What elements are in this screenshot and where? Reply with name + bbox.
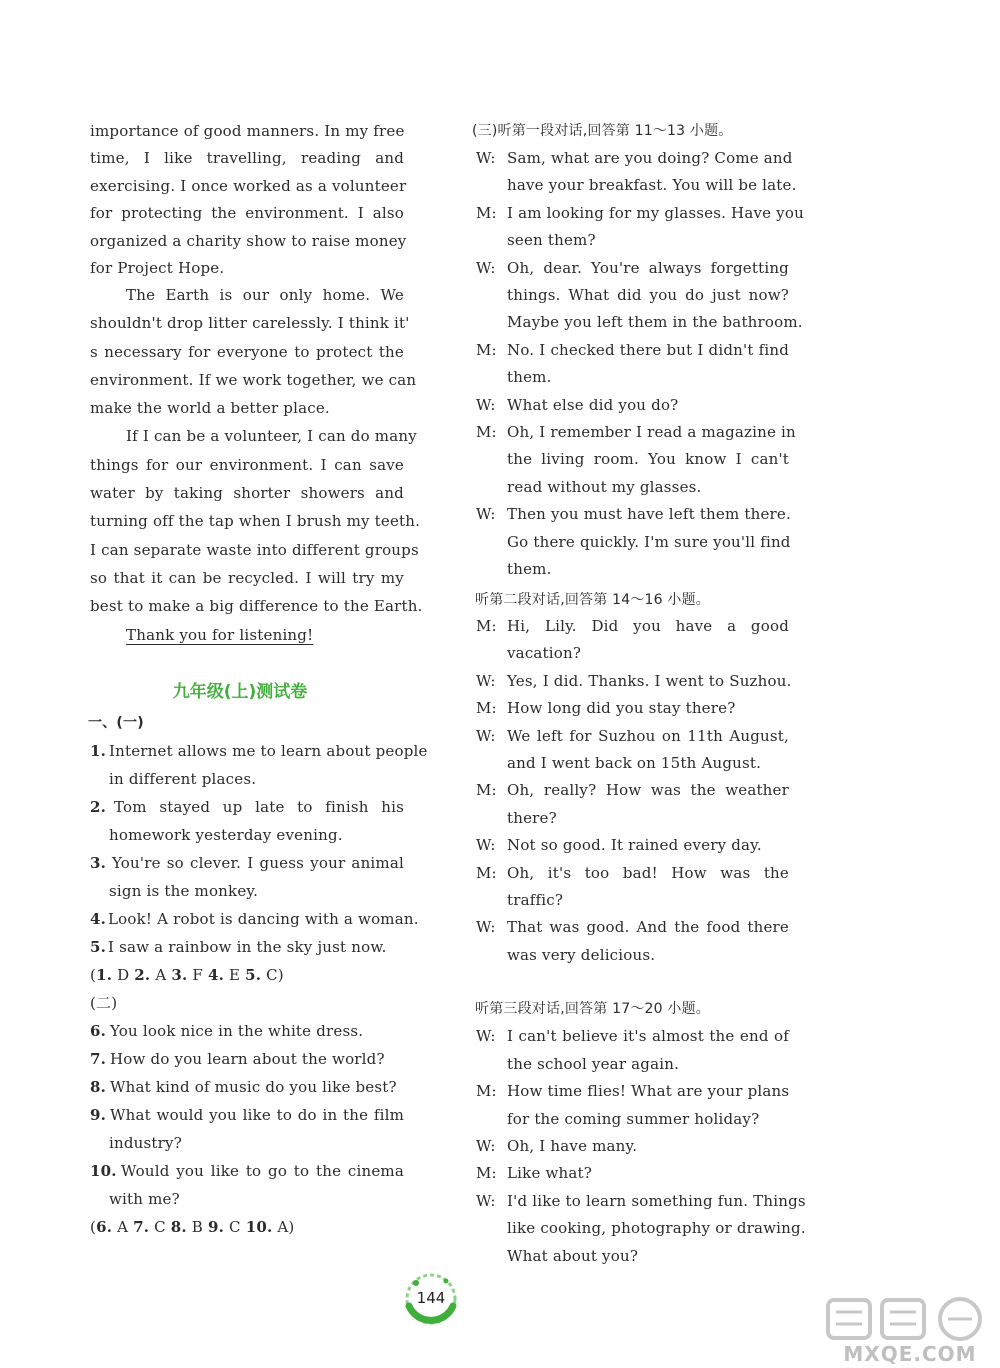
question-number: 1.	[90, 742, 107, 760]
answer-num: 10.	[245, 1218, 273, 1236]
dialogue-line: have your breakfast. You will be late.	[507, 176, 797, 194]
answer-num: 5.	[245, 966, 262, 984]
dialogue-line: Go there quickly. I'm sure you'll find	[507, 533, 791, 551]
dialogue-line: I'd like to learn something fun. Things	[507, 1192, 806, 1210]
dialogue-line: them.	[507, 368, 552, 386]
dialogue-line: for the coming summer holiday?	[507, 1110, 760, 1128]
page-number-badge	[396, 1266, 466, 1336]
question-number: 5.	[90, 938, 107, 956]
answer-key-2	[90, 1217, 294, 1237]
essay-line: s necessary for everyone to protect the	[90, 343, 404, 361]
question-text: Tom stayed up late to finish his	[114, 798, 404, 816]
answer-num: 2.	[134, 966, 151, 984]
answer-num: 8.	[170, 1218, 187, 1236]
speaker-label: M:	[476, 617, 497, 635]
essay-line: I can separate waste into different groups	[90, 541, 419, 559]
essay-line: make the world a better place.	[90, 399, 330, 417]
speaker-label: M:	[476, 699, 497, 717]
speaker-label: W:	[476, 1137, 496, 1155]
dialogue-line: What else did you do?	[507, 396, 679, 414]
dialogue-line: Then you must have left them there.	[507, 505, 791, 523]
dialogue-line: seen them?	[507, 231, 596, 249]
dialogue-line: How time flies! What are your plans	[507, 1082, 790, 1100]
speaker-label: M:	[476, 423, 497, 441]
dialogue-line: I can't believe it's almost the end of	[507, 1027, 789, 1045]
speaker-label: W:	[476, 918, 496, 936]
question-text: You look nice in the white dress.	[110, 1022, 364, 1040]
dialogue-line: That was good. And the food there	[507, 918, 789, 936]
question-number: 3.	[90, 854, 107, 872]
dialogue-line: Maybe you left them in the bathroom.	[507, 313, 803, 331]
speaker-label: M:	[476, 204, 497, 222]
answer-num: 9.	[208, 1218, 225, 1236]
dialogue-line: like cooking, photography or drawing.	[507, 1219, 806, 1237]
answer-letter: A)	[272, 1218, 295, 1236]
answer-letter: C	[224, 1218, 246, 1236]
dialogue-line: them.	[507, 560, 552, 578]
answer-num: 6.	[96, 1218, 113, 1236]
speaker-label: W:	[476, 727, 496, 745]
section-title: 九年级(上)测试卷	[172, 682, 308, 702]
answer-num: 3.	[171, 966, 188, 984]
speaker-label: W:	[476, 836, 496, 854]
speaker-label: M:	[476, 1164, 497, 1182]
question-text: I saw a rainbow in the sky just now.	[108, 938, 387, 956]
question-number: 7.	[90, 1050, 107, 1068]
essay-line: water by taking shorter showers and	[90, 484, 404, 502]
question-text: homework yesterday evening.	[109, 826, 343, 844]
dialogue-line: I am looking for my glasses. Have you	[507, 204, 804, 222]
paren: (	[90, 966, 97, 984]
dialogue-line: the living room. You know I can't	[507, 450, 789, 468]
answer-letter: D	[112, 966, 135, 984]
dialogue-line: Oh, dear. You're always forgetting	[507, 259, 789, 277]
speaker-label: M:	[476, 341, 497, 359]
dialogue-line: Sam, what are you doing? Come and	[507, 149, 793, 167]
dialogue-line: Oh, it's too bad! How was the	[507, 864, 789, 882]
dialogue-line: Oh, I remember I read a magazine in	[507, 423, 796, 441]
essay-line: importance of good manners. In my free	[90, 122, 405, 140]
question-number: 2.	[90, 798, 107, 816]
question-text: What kind of music do you like best?	[110, 1078, 397, 1096]
dialogue-line: Like what?	[507, 1164, 593, 1182]
question-number: 10.	[90, 1162, 117, 1180]
dialogue-header: (三)听第一段对话,回答第 11～13 小题。	[472, 123, 733, 139]
answer-num: 4.	[207, 966, 224, 984]
answer-letter: C)	[261, 966, 284, 984]
question-text: Would you like to go to the cinema	[121, 1162, 404, 1180]
question-number: 4.	[90, 910, 107, 928]
dialogue-line: We left for Suzhou on 11th August,	[507, 727, 789, 745]
answer-letter: F	[187, 966, 208, 984]
answer-letter: A	[150, 966, 172, 984]
answer-letter: B	[186, 1218, 209, 1236]
question-text: You're so clever. I guess your animal	[112, 854, 404, 872]
speaker-label: W:	[476, 396, 496, 414]
watermark-logo-icon	[820, 1290, 995, 1345]
question-text: What would you like to do in the film	[110, 1106, 404, 1124]
dialogue-line: Yes, I did. Thanks. I went to Suzhou.	[507, 672, 792, 690]
dialogue-line: How long did you stay there?	[507, 699, 736, 717]
essay-line: things for our environment. I can save	[90, 456, 404, 474]
dialogue-line: No. I checked there but I didn't find	[507, 341, 789, 359]
dialogue-line: Hi, Lily. Did you have a good	[507, 617, 789, 635]
answer-letter: E	[224, 966, 246, 984]
answer-letter: A	[112, 1218, 134, 1236]
answer-num: 7.	[133, 1218, 150, 1236]
question-text: How do you learn about the world?	[110, 1050, 385, 1068]
watermark	[820, 1290, 995, 1368]
speaker-label: W:	[476, 672, 496, 690]
essay-line: for protecting the environment. I also	[90, 204, 404, 222]
dialogue-line: Not so good. It rained every day.	[507, 836, 762, 854]
question-number: 9.	[90, 1106, 107, 1124]
speaker-label: W:	[476, 1192, 496, 1210]
essay-line: time, I like travelling, reading and	[90, 149, 404, 167]
dialogue-line: things. What did you do just now?	[507, 286, 789, 304]
speaker-label: M:	[476, 864, 497, 882]
question-text: in different places.	[109, 770, 257, 788]
part-label-1: 一、(一)	[88, 715, 144, 731]
dialogue-line: traffic?	[507, 891, 564, 909]
speaker-label: W:	[476, 259, 496, 277]
part-label-2: (二)	[90, 994, 118, 1012]
essay-line: The Earth is our only home. We	[126, 286, 404, 304]
page-number: 144	[416, 1289, 446, 1307]
dialogue-line: Oh, really? How was the weather	[507, 781, 789, 799]
essay-line: turning off the tap when I brush my teeth.	[90, 512, 421, 530]
dialogue-line: there?	[507, 809, 557, 827]
essay-line: If I can be a volunteer, I can do many	[126, 427, 417, 445]
answer-letter: C	[149, 1218, 171, 1236]
dialogue-line: the school year again.	[507, 1055, 680, 1073]
essay-closing: Thank you for listening!	[126, 626, 314, 644]
question-number: 6.	[90, 1022, 107, 1040]
essay-line: so that it can be recycled. I will try my	[90, 569, 404, 587]
speaker-label: M:	[476, 781, 497, 799]
question-text: with me?	[109, 1190, 180, 1208]
answer-key-1	[90, 965, 284, 985]
essay-line: shouldn't drop litter carelessly. I think it'	[90, 314, 410, 332]
answer-num: 1.	[96, 966, 113, 984]
question-text: sign is the monkey.	[109, 882, 259, 900]
question-number: 8.	[90, 1078, 107, 1096]
speaker-label: W:	[476, 1027, 496, 1045]
speaker-label: M:	[476, 1082, 497, 1100]
dialogue-header: 听第二段对话,回答第 14～16 小题。	[475, 592, 710, 608]
question-text: Look! A robot is dancing with a woman.	[108, 910, 419, 928]
dialogue-line: vacation?	[507, 644, 582, 662]
dialogue-header: 听第三段对话,回答第 17～20 小题。	[475, 1001, 710, 1017]
watermark-text: MXQE.COM	[843, 1342, 977, 1366]
dialogue-line: What about you?	[507, 1247, 639, 1265]
dialogue-line: read without my glasses.	[507, 478, 702, 496]
dialogue-line: Oh, I have many.	[507, 1137, 638, 1155]
paren: (	[90, 1218, 97, 1236]
dialogue-line: and I went back on 15th August.	[507, 754, 762, 772]
question-text: industry?	[109, 1134, 182, 1152]
speaker-label: W:	[476, 149, 496, 167]
essay-line: environment. If we work together, we can	[90, 371, 417, 389]
dialogue-line: was very delicious.	[507, 946, 656, 964]
essay-line: best to make a big difference to the Earth.	[90, 597, 423, 615]
question-text: Internet allows me to learn about people	[109, 742, 428, 760]
essay-line: for Project Hope.	[90, 259, 225, 277]
speaker-label: W:	[476, 505, 496, 523]
essay-line: organized a charity show to raise money	[90, 232, 407, 250]
essay-line: exercising. I once worked as a volunteer	[90, 177, 407, 195]
